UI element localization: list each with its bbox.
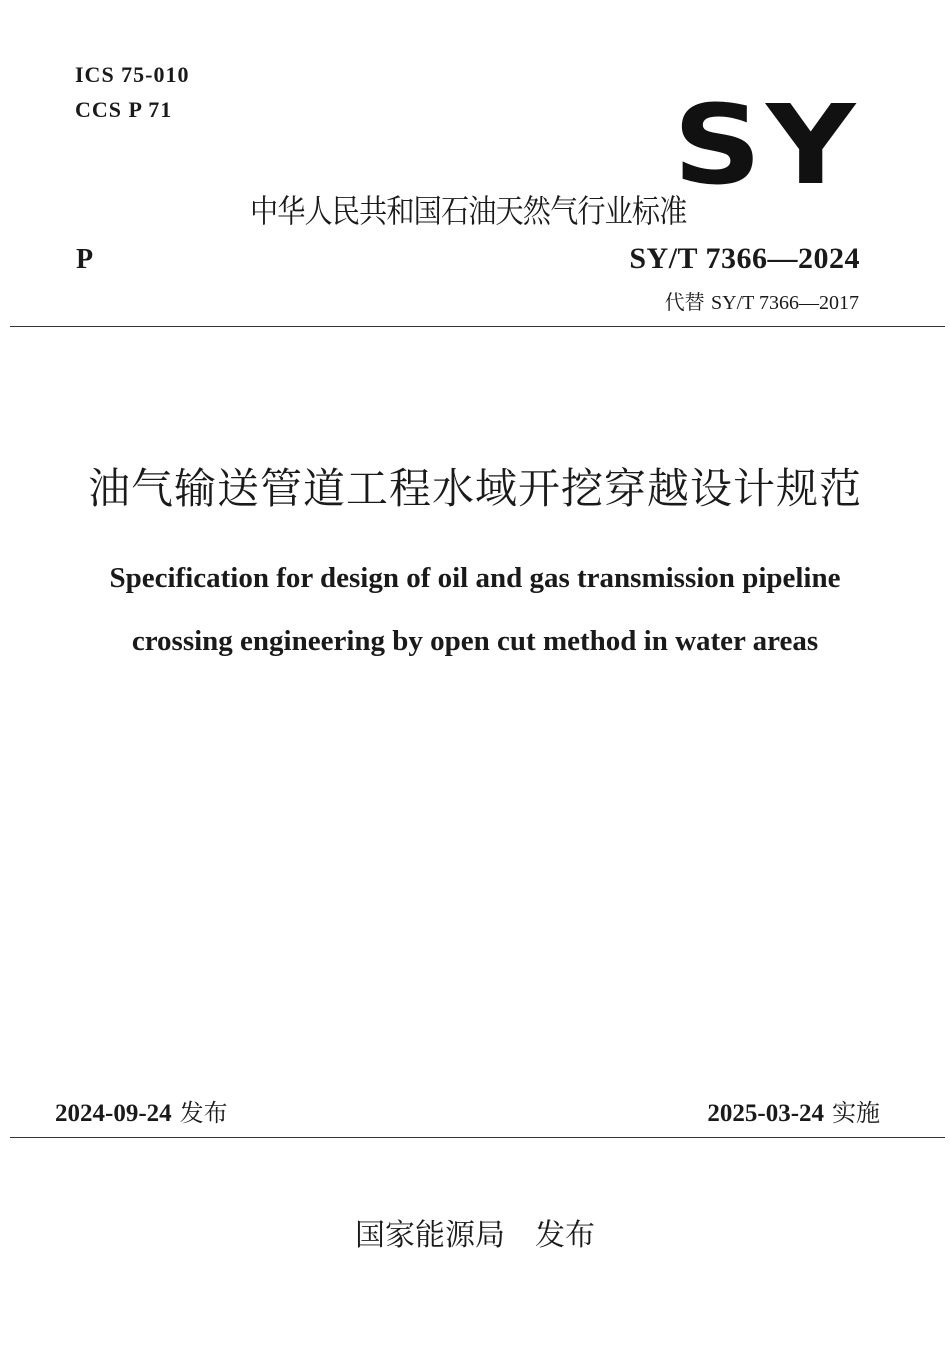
effective-label: 实施 [832, 1099, 880, 1127]
replaces-number: SY/T 7366—2017 [711, 292, 859, 314]
publish-label: 发布 [535, 1218, 595, 1253]
replaces-label: 代替 [664, 290, 705, 314]
publisher-name: 国家能源局 [355, 1218, 505, 1253]
effective-date: 2025-03-24 [707, 1100, 825, 1127]
bottom-divider [10, 1137, 945, 1138]
title-english-line1: Specification for design of oil and gas transmission pipeline [109, 562, 841, 594]
sy-logo: SY [673, 81, 860, 209]
ics-code: ICS 75-010 [75, 62, 190, 87]
issuer-line: 中华人民共和国石油天然气行业标准 [250, 192, 687, 230]
ccs-code: CCS P 71 [75, 97, 173, 122]
issue-date-block [55, 1093, 228, 1128]
publisher-line [0, 1210, 950, 1254]
top-divider [10, 326, 945, 327]
issue-date: 2024-09-24 [55, 1100, 172, 1127]
effective-date-block [707, 1093, 880, 1128]
issue-label: 发布 [179, 1099, 228, 1127]
standard-number: SY/T 7366—2024 [629, 242, 860, 275]
title-chinese: 油气输送管道工程水域开挖穿越设计规范 [87, 464, 862, 513]
category-letter: P [76, 244, 94, 275]
replaces-note [665, 286, 859, 315]
title-english-line2: crossing engineering by open cut method in water areas [131, 625, 819, 657]
